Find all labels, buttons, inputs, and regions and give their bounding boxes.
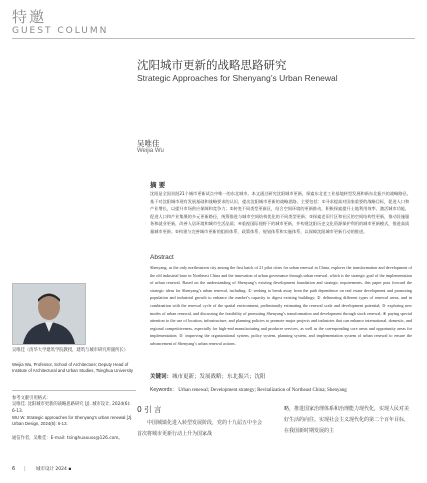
author-photo: [12, 283, 86, 345]
intro-text-right: 略，推进国家治理体系和治理能力现代化，实现人民对美好生活的向往。实现社会主义现代化的第二个百年目标，在我国新时期发展的主: [284, 406, 410, 434]
article-title-cn: 沈阳城市更新的战略思路研究: [137, 58, 287, 72]
keywords-en-text: Urban renewal; Development strategy; Revitalization of Northeast China; Shenyang: [178, 388, 347, 393]
column-title: 特邀: [12, 8, 47, 26]
intro-text-left: 中国城镇化进入转型发展阶段，党的十九届五中全会首次将城市更新行动上升为国家战: [137, 420, 263, 437]
column-subtitle: GUEST COLUMN: [12, 26, 109, 36]
citation-heading: 参考文献引用格式：: [12, 396, 51, 401]
journal-name: 城市设计 2024 ▪: [36, 467, 72, 472]
keywords-cn-label: 关键词：: [150, 374, 173, 380]
keywords-cn: [150, 372, 266, 380]
abstract-cn-body: 沈阳是全国首批21个城市更新试点中唯一的东北城市。本文通过研究沈阳城市更新，探索东北老工业基地转型发展和新东北振兴的战略路径。基于对沈阳城市现有发展基础和战略要求的认识，提出沈阳城市更新的战略思路。主要包括：①寻求提高对国家重要的战略目标，促进人口和产业增长，以提升市场供应保障和竞争力；②转变不同类型更新区，结合空间环境的更新推动，积极探索提升土地利用效率、激活城市功能，促进人口和产业集聚的多元更新路径，统筹推进与城市空间结构优化的不同类型更新；③探索老旧片区和社区的空间结构性更新，推动设施服务和就业更新，改善人居环境和城市生活品质；④重视国际视野下的城市更新，并构建沈阳历史文化资源保护利用的城市更新模式，推进高质量城市更新；⑤构建与完善城市更新的组织体系、政策体系、规划体系和实施体系，以保障沈阳城市更新行动的推进。: [150, 191, 411, 234]
author-name-en: Weijia Wu: [137, 148, 164, 154]
keywords-cn-text: 城市更新；发展战略；东北振兴；沈阳: [172, 374, 266, 380]
keywords-en: [150, 386, 412, 393]
bio-divider: [12, 390, 136, 391]
keywords-en-label: Keywords：: [150, 387, 177, 393]
abstract-en-heading: Abstract: [150, 254, 174, 261]
footer-separator: |: [24, 466, 26, 472]
author-name-cn: 吴唯佳: [137, 139, 160, 148]
intro-heading: 0 引 言: [137, 405, 162, 414]
article-title-en: Strategic Approaches for Shenyang’s Urban Renewal: [137, 73, 338, 83]
author-bio-en: Weijia Wu, Professor, School of Architecture; Deputy Head of Institute of Architectural and Urban Studies, Tsinghua University: [12, 362, 134, 374]
citation-cn: 吴唯佳. 沈阳城市更新的战略思路研究 [J]. 城市设计, 2024(6): 6-13.: [12, 402, 131, 414]
author-bio-cn: 吴唯佳（清华大学建筑学院教授，建筑与城市研究所副所长）: [12, 348, 129, 353]
citation-en: WU W. Strategic approaches for Shenyang’s urban renewal [J]. Urban Design, 2024(6): 6-13.: [12, 415, 133, 427]
abstract-cn-heading: 摘 要: [150, 181, 166, 189]
abstract-en-body: Shenyang, as the only northeastern city among the first batch of 21 pilot cities for urban renewal in China, explores the transformation and development of the old industrial base in Northeast China and the innovation of urban governance through urban renewal, which is the strategic goal of the implementation of urban renewal. Based on the understanding of Shenyang’s existing development foundation and strategic requirements, this paper puts forward the strategic ideas for Shenyang’s urban renewal, including: ① seeking to break away from the path dependence on real estate development and promoting population and industrial growth to enhance the market’s capacity to digest existing buildings; ② delineating different types of renewal areas, and in combination with the renewal cycle of the spatial environment, preliminarily estimating the renewal scale and development potential; ③ exploring new modes of urban renewal, and discussing the feasibility of promoting Shenyang’s transformation and development through stock renewal; ④ paying special attention to the use of location, infrastructure, and planning policies to promote major projects and industries that can enhance international, domestic, and regional competitiveness, especially for high-end manufacturing and producer services, as well as the corresponding core areas and opportunity areas for implementation; ⑤ improving the organizational system, policy system, planning system, and implementation system of urban renewal to ensure the advancement of Shenyang’s urban renewal actions.: [150, 265, 412, 346]
correspondence-email: 通信作者，吴唯佳：E-mail: tsinghuaxuss@126.com。: [12, 436, 123, 441]
header-divider: [12, 38, 415, 39]
page-number: 6: [12, 466, 16, 472]
